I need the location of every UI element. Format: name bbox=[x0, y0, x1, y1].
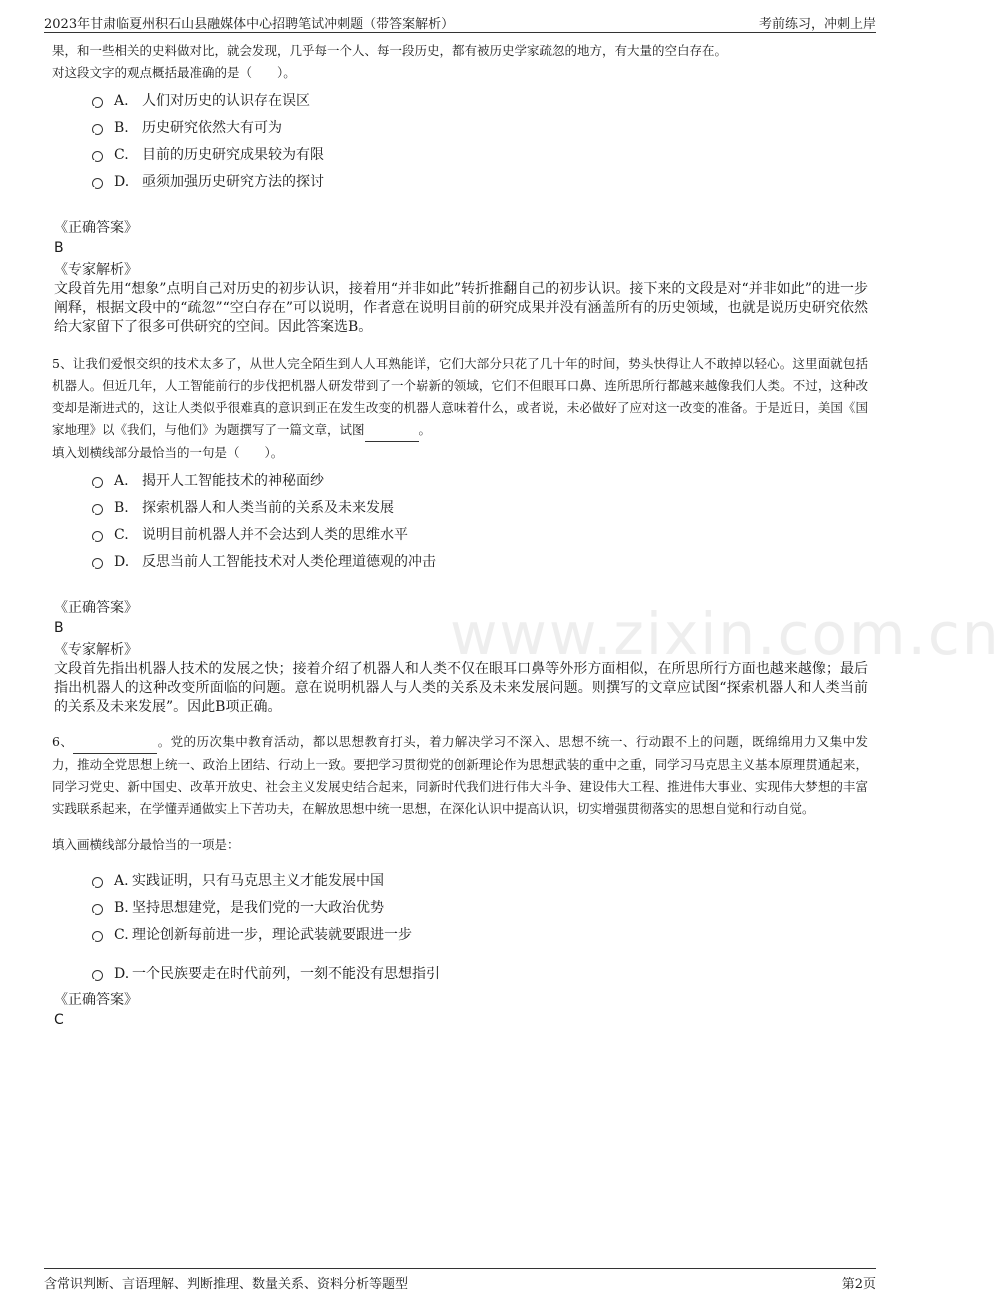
option-label: A. bbox=[114, 873, 129, 889]
option-label: C. bbox=[114, 147, 129, 163]
answer-blank bbox=[365, 419, 419, 442]
question-5 bbox=[52, 353, 868, 717]
question-6 bbox=[52, 731, 868, 1030]
option-label: D. bbox=[114, 174, 130, 190]
question-6-option-c[interactable] bbox=[92, 922, 868, 949]
explanation-text: 文段首先指出机器人技术的发展之快；接着介绍了机器人和人类不仅在眼耳口鼻等外形方面相似，在所思所行方面也越来越像；最后指出机器人的这种改变所面临的问题。意在说明机器人与人类的关系及未来发展问题。则撰写的文章应试图“探索机器人和人类当前的关系及未来发展”。因此B项正确。 bbox=[54, 661, 868, 715]
option-label: C. bbox=[114, 527, 129, 543]
stem-text: 。党的历次集中教育活动，都以思想教育打头，着力解决学习不深入、思想不统一、行动跟不上的问题，既绵绵用力又集中发力，推动全党思想上统一、政治上团结、行动上一致。要把学习贯彻党的创新理论作为思想武装的重中之重，同学习马克思主义基本原理贯通起来，同学习党史、新中国史、改革开放史、社会主义发展史结合起来，同新时代我们进行伟大斗争、建设伟大工程、推进伟大事业、实现伟大梦想的丰富实践联系起来，在学懂弄通做实上下苦功夫，在解放思想中统一思想，在深化认识中提高认识，切实增强贯彻落实的思想自觉和行动自觉。 bbox=[52, 734, 868, 816]
option-text: 反思当前人工智能技术对人类伦理道德观的冲击 bbox=[142, 554, 436, 570]
explanation-heading: 《专家解析》 bbox=[54, 642, 138, 658]
option-label: B. bbox=[114, 900, 129, 916]
question-6-options bbox=[92, 868, 868, 988]
question-4-prompt: 对这段文字的观点概括最准确的是（ ）。 bbox=[52, 65, 296, 80]
page-content bbox=[52, 40, 868, 1030]
option-label: A. bbox=[114, 473, 129, 489]
radio-icon[interactable] bbox=[92, 531, 103, 542]
radio-icon[interactable] bbox=[92, 151, 103, 162]
answer-heading: 《正确答案》 bbox=[54, 600, 138, 616]
question-4-option-d[interactable] bbox=[92, 169, 868, 196]
question-5-prompt: 填入划横线部分最恰当的一句是（ ）。 bbox=[52, 445, 284, 460]
question-number: 6、 bbox=[52, 734, 74, 749]
option-text: 目前的历史研究成果较为有限 bbox=[142, 147, 324, 163]
answer-value: C bbox=[54, 1012, 64, 1028]
question-6-prompt: 填入画横线部分最恰当的一项是： bbox=[52, 837, 240, 852]
radio-icon[interactable] bbox=[92, 970, 103, 981]
question-6-option-a[interactable] bbox=[92, 868, 868, 895]
radio-icon[interactable] bbox=[92, 97, 103, 108]
question-5-option-b[interactable] bbox=[92, 495, 868, 522]
page-header bbox=[44, 10, 876, 33]
radio-icon[interactable] bbox=[92, 904, 103, 915]
explanation-text: 文段首先用“想象”点明自己对历史的初步认识，接着用“并非如此”转折推翻自己的初步认识。接下来的文段是对“并非如此”的进一步阐释，根据文段中的“疏忽”“空白存在”可以说明，作者意在说明目前的研究成果并没有涵盖所有的历史领域，也就是说历史研究依然给大家留下了很多可供研究的空间。因此答案选B。 bbox=[54, 281, 868, 335]
radio-icon[interactable] bbox=[92, 504, 103, 515]
option-text: 人们对历史的认识存在误区 bbox=[142, 93, 310, 109]
option-text: 探索机器人和人类当前的关系及未来发展 bbox=[142, 500, 394, 516]
question-4-options bbox=[92, 88, 868, 196]
radio-icon[interactable] bbox=[92, 124, 103, 135]
stem-end: 。 bbox=[418, 422, 432, 437]
option-text: 实践证明，只有马克思主义才能发展中国 bbox=[132, 873, 384, 889]
radio-icon[interactable] bbox=[92, 477, 103, 488]
radio-icon[interactable] bbox=[92, 877, 103, 888]
question-5-option-c[interactable] bbox=[92, 522, 868, 549]
radio-icon[interactable] bbox=[92, 178, 103, 189]
question-5-stem bbox=[52, 353, 868, 442]
question-4-option-a[interactable] bbox=[92, 88, 868, 115]
option-label: B. bbox=[114, 120, 129, 136]
option-label: D. bbox=[114, 554, 130, 570]
answer-heading: 《正确答案》 bbox=[54, 220, 138, 236]
header-slogan: 考前练习，冲刺上岸 bbox=[758, 17, 876, 32]
answer-heading: 《正确答案》 bbox=[54, 992, 138, 1008]
question-6-option-d[interactable] bbox=[92, 961, 868, 988]
question-5-option-d[interactable] bbox=[92, 549, 868, 576]
footer-note: 含常识判断、言语理解、判断推理、数量关系、资料分析等题型 bbox=[44, 1277, 409, 1292]
option-label: D. bbox=[114, 966, 130, 982]
watermark: www.zixin.com.cn bbox=[450, 600, 1001, 668]
question-4-option-b[interactable] bbox=[92, 115, 868, 142]
question-5-option-a[interactable] bbox=[92, 468, 868, 495]
option-text: 历史研究依然大有可为 bbox=[142, 120, 282, 136]
question-4-continuation: 果，和一些相关的史料做对比，就会发现，几乎每一个人、每一段历史，都有被历史学家疏忽的地方，有大量的空白存在。 bbox=[52, 43, 728, 58]
option-label: B. bbox=[114, 500, 129, 516]
option-text: 说明目前机器人并不会达到人类的思维水平 bbox=[142, 527, 408, 543]
question-6-stem bbox=[52, 731, 868, 820]
radio-icon[interactable] bbox=[92, 931, 103, 942]
explanation-heading: 《专家解析》 bbox=[54, 262, 138, 278]
document-title: 2023年甘肃临夏州积石山县融媒体中心招聘笔试冲刺题（带答案解析） bbox=[44, 17, 455, 32]
radio-icon[interactable] bbox=[92, 558, 103, 569]
option-text: 一个民族要走在时代前列，一刻不能没有思想指引 bbox=[132, 966, 440, 982]
stem-text: 5、让我们爱恨交织的技术太多了，从世人完全陌生到人人耳熟能详，它们大部分只花了几十年的时间，势头快得让人不敢掉以轻心。这里面就包括机器人。但近几年，人工智能前行的步伐把机器人研发带到了一个崭新的领域，它们不但眼耳口鼻、连所思所行都越来越像我们人类。不过，这种改变却是渐进式的，这让人类似乎很难真的意识到正在发生改变的机器人意味着什么，或者说，未必做好了应对这一改变的准备。于是近日，美国《国家地理》以《我们，与他们》为题撰写了一篇文章，试图 bbox=[52, 356, 868, 437]
option-text: 坚持思想建党，是我们党的一大政治优势 bbox=[132, 900, 384, 916]
question-4 bbox=[52, 40, 868, 337]
option-label: A. bbox=[114, 93, 129, 109]
option-text: 亟须加强历史研究方法的探讨 bbox=[142, 174, 324, 190]
answer-value: B bbox=[54, 240, 64, 256]
answer-blank bbox=[73, 731, 157, 754]
page-number: 第2页 bbox=[841, 1277, 876, 1292]
option-label: C. bbox=[114, 927, 129, 943]
question-4-option-c[interactable] bbox=[92, 142, 868, 169]
option-text: 揭开人工智能技术的神秘面纱 bbox=[142, 473, 324, 489]
answer-value: B bbox=[54, 620, 64, 636]
question-5-options bbox=[92, 468, 868, 576]
page-footer bbox=[44, 1268, 876, 1293]
option-text: 理论创新每前进一步，理论武装就要跟进一步 bbox=[132, 927, 412, 943]
question-6-option-b[interactable] bbox=[92, 895, 868, 922]
